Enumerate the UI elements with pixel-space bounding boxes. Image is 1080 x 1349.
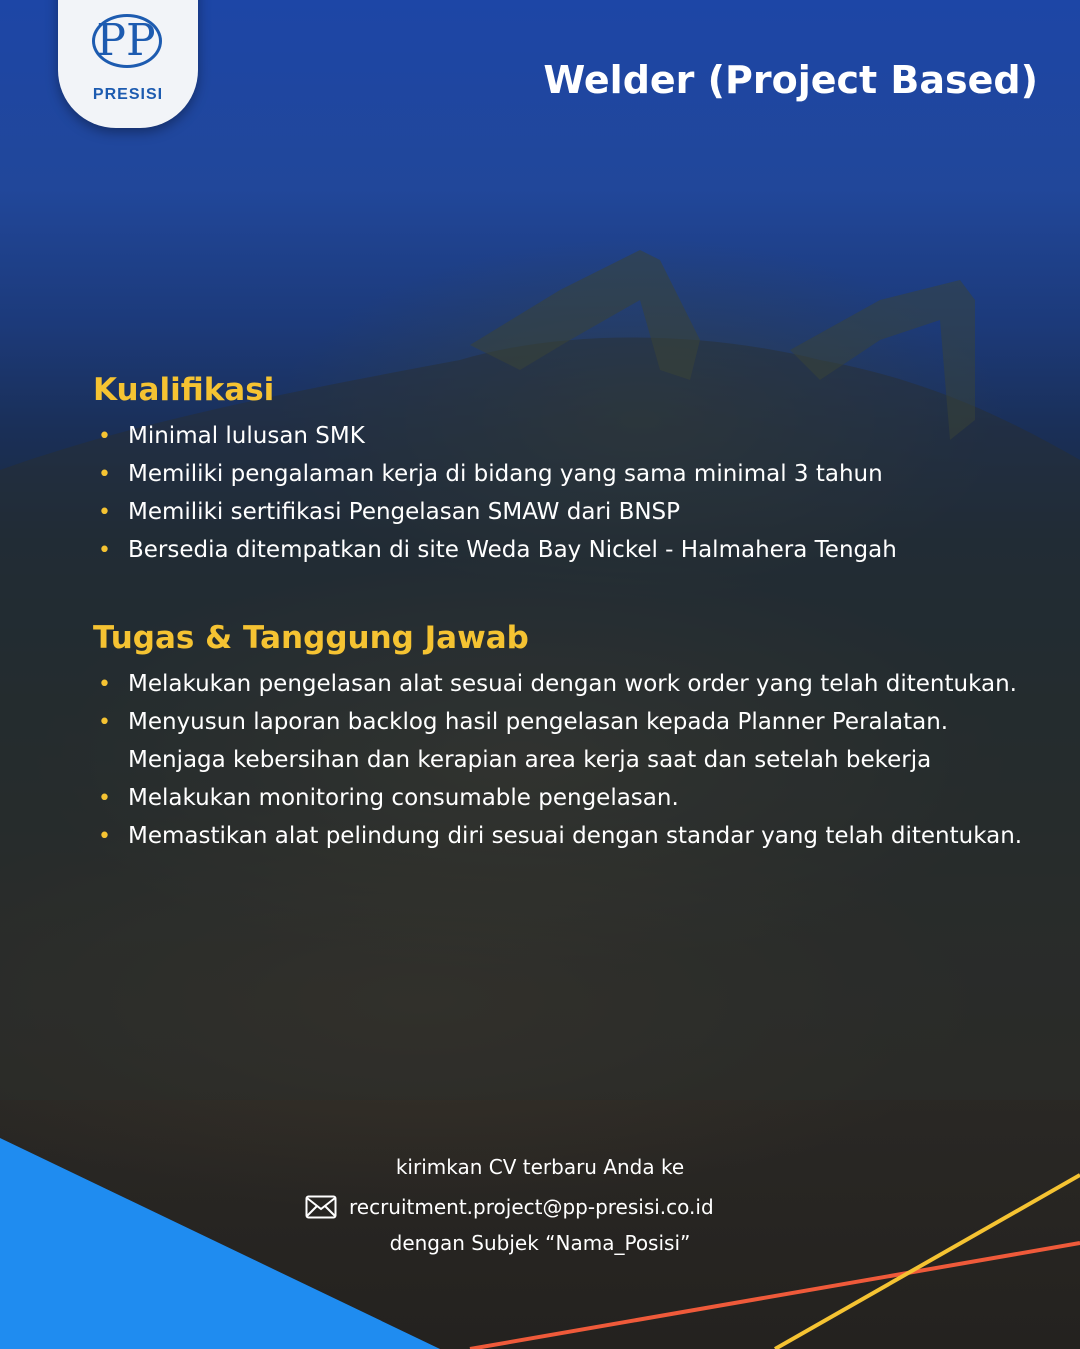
list-item: • Memastikan alat pelindung diri sesuai dengan standar yang telah ditentukan.	[98, 823, 1023, 849]
bullet-icon: •	[98, 500, 111, 525]
bullet-icon: •	[98, 538, 111, 563]
bullet-icon: •	[98, 672, 111, 697]
list-item: • Menyusun laporan backlog hasil pengelasan kepada Planner Peralatan.	[98, 709, 949, 735]
qualifications-list	[98, 422, 1038, 574]
duties-heading: Tugas & Tanggung Jawab	[93, 620, 529, 656]
bullet-icon: •	[98, 786, 111, 811]
bullet-icon: •	[98, 710, 111, 735]
job-title: Welder (Project Based)	[543, 58, 1038, 102]
email-row	[305, 1191, 714, 1223]
list-item: • Memiliki sertifikasi Pengelasan SMAW dari BNSP	[98, 499, 681, 525]
logo-text: PRESISI	[92, 86, 164, 103]
list-item: • Minimal lulusan SMK	[98, 423, 365, 449]
cv-instruction: kirimkan CV terbaru Anda ke	[395, 1155, 685, 1179]
duties-list	[98, 670, 1038, 860]
list-item: • Melakukan pengelasan alat sesuai dengan work order yang telah ditentukan.	[98, 671, 1017, 697]
list-item: Menjaga kebersihan dan kerapian area kerja saat dan setelah bekerja	[128, 747, 932, 773]
logo-mark: PP	[96, 15, 156, 66]
bullet-icon: •	[98, 462, 111, 487]
company-logo	[58, 0, 198, 128]
qualifications-heading: Kualifikasi	[93, 372, 275, 408]
mail-icon	[305, 1195, 337, 1219]
bullet-icon: •	[98, 424, 111, 449]
list-item: • Memiliki pengalaman kerja di bidang yang sama minimal 3 tahun	[98, 461, 883, 487]
email-address[interactable]: recruitment.project@pp-presisi.co.id	[349, 1195, 714, 1219]
list-item: • Melakukan monitoring consumable pengelasan.	[98, 785, 679, 811]
list-item: • Bersedia ditempatkan di site Weda Bay Nickel - Halmahera Tengah	[98, 537, 897, 563]
subject-instruction: dengan Subjek “Nama_Posisi”	[389, 1231, 691, 1255]
bullet-icon: •	[98, 824, 111, 849]
